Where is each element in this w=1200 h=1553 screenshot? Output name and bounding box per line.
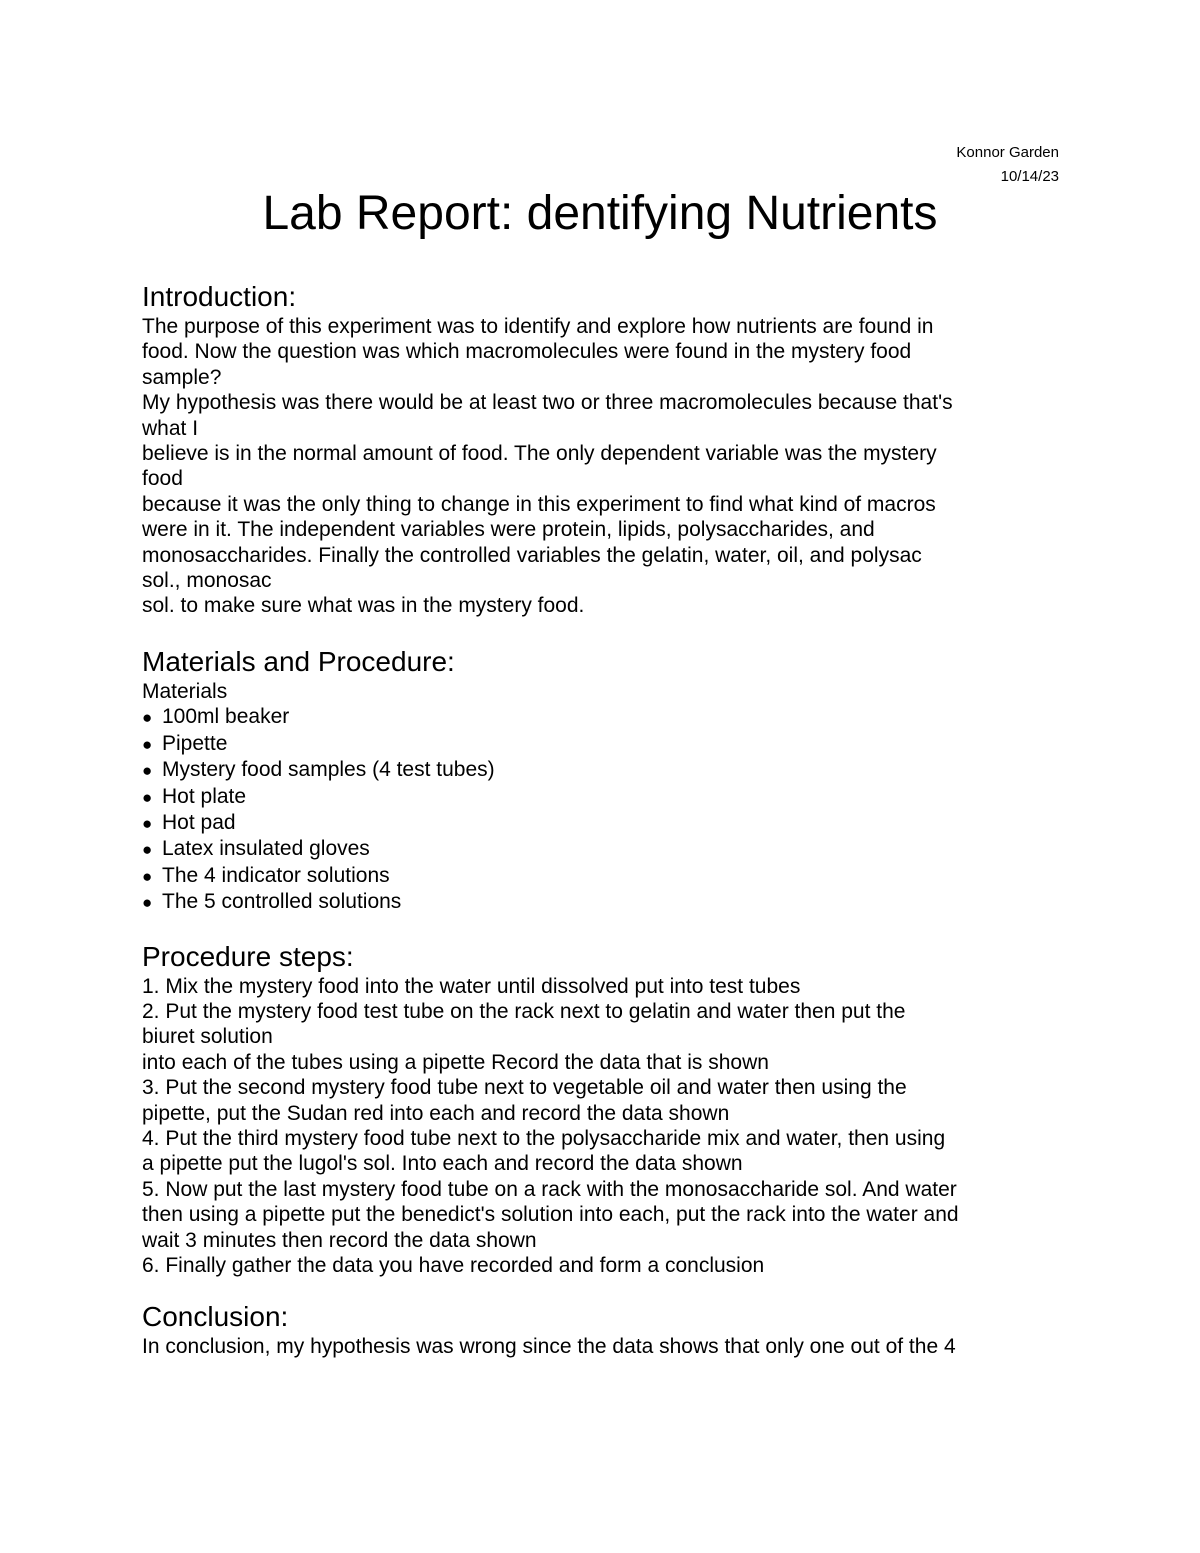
materials-heading: Materials and Procedure:: [142, 645, 455, 677]
list-item: ● Latex insulated gloves: [142, 836, 1072, 862]
list-item: ● The 5 controlled solutions: [142, 889, 1072, 915]
intro-line: My hypothesis was there would be at least two or three macromolecules because that's: [142, 391, 953, 415]
report-date: 10/14/23: [1000, 168, 1059, 185]
conclusion-line: In conclusion, my hypothesis was wrong since the data shows that only one out of the 4: [142, 1335, 956, 1359]
list-item: ● Pipette: [142, 731, 1072, 757]
introduction-heading: Introduction:: [142, 281, 297, 312]
intro-line: sol. to make sure what was in the mystery food.: [142, 594, 585, 618]
intro-line: food: [142, 467, 183, 491]
intro-line: sample?: [142, 365, 222, 389]
procedure-line: wait 3 minutes then record the data shown: [142, 1228, 537, 1252]
bullet-icon: ●: [142, 734, 153, 754]
list-item: ● The 4 indicator solutions: [142, 863, 1072, 889]
procedure-line: biuret solution: [142, 1025, 273, 1049]
list-item: ● Hot pad: [142, 810, 1072, 836]
intro-line: The purpose of this experiment was to identify and explore how nutrients are found in: [142, 315, 934, 338]
intro-line: believe is in the normal amount of food. The only dependent variable was the mystery: [142, 442, 937, 466]
list-item: ● 100ml beaker: [142, 704, 1072, 730]
procedure-heading: Procedure steps:: [142, 940, 354, 972]
procedure-steps: [142, 974, 1072, 1279]
document-body: [142, 280, 1072, 1360]
conclusion-text: [142, 1334, 1072, 1359]
procedure-line: 3. Put the second mystery food tube next to vegetable oil and water then using the: [142, 1076, 907, 1100]
procedure-line: then using a pipette put the benedict's solution into each, put the rack into the water and: [142, 1203, 959, 1227]
intro-line: were in it. The independent variables were protein, lipids, polysaccharides, and: [142, 518, 875, 542]
procedure-line: 5. Now put the last mystery food tube on a rack with the monosaccharide sol. And water: [142, 1177, 957, 1201]
bullet-icon: ●: [142, 813, 153, 833]
intro-line: what I: [142, 416, 199, 440]
materials-subheading: Materials: [142, 679, 228, 703]
conclusion-heading: Conclusion:: [142, 1301, 289, 1333]
page-title: Lab Report: dentifying Nutrients: [262, 187, 938, 240]
author-name: Konnor Garden: [956, 144, 1059, 161]
bullet-icon: ●: [142, 840, 153, 860]
bullet-icon: ●: [142, 761, 153, 781]
bullet-icon: ●: [142, 708, 153, 728]
procedure-line: a pipette put the lugol's sol. Into each and record the data shown: [142, 1152, 743, 1176]
bullet-icon: ●: [142, 787, 153, 807]
intro-line: because it was the only thing to change in this experiment to find what kind of macros: [142, 492, 936, 516]
intro-line: monosaccharides. Finally the controlled variables the gelatin, water, oil, and polysac: [142, 543, 922, 567]
intro-line: food. Now the question was which macromolecules were found in the mystery food: [142, 340, 912, 364]
introduction-text: [142, 314, 1072, 619]
materials-list: [142, 704, 1072, 915]
bullet-icon: ●: [142, 866, 153, 886]
intro-line: sol., monosac: [142, 569, 272, 593]
procedure-line: 6. Finally gather the data you have recorded and form a conclusion: [142, 1254, 765, 1277]
procedure-line: 4. Put the third mystery food tube next to the polysaccharide mix and water, then using: [142, 1126, 946, 1150]
procedure-line: 1. Mix the mystery food into the water until dissolved put into test tubes: [142, 974, 801, 998]
procedure-line: into each of the tubes using a pipette Record the data that is shown: [142, 1050, 769, 1074]
procedure-line: 2. Put the mystery food test tube on the rack next to gelatin and water then put the: [142, 999, 906, 1023]
list-item: ● Hot plate: [142, 784, 1072, 810]
bullet-icon: ●: [142, 893, 153, 913]
list-item: ● Mystery food samples (4 test tubes): [142, 757, 1072, 783]
procedure-line: pipette, put the Sudan red into each and record the data shown: [142, 1101, 730, 1125]
header-meta: [956, 141, 1059, 189]
